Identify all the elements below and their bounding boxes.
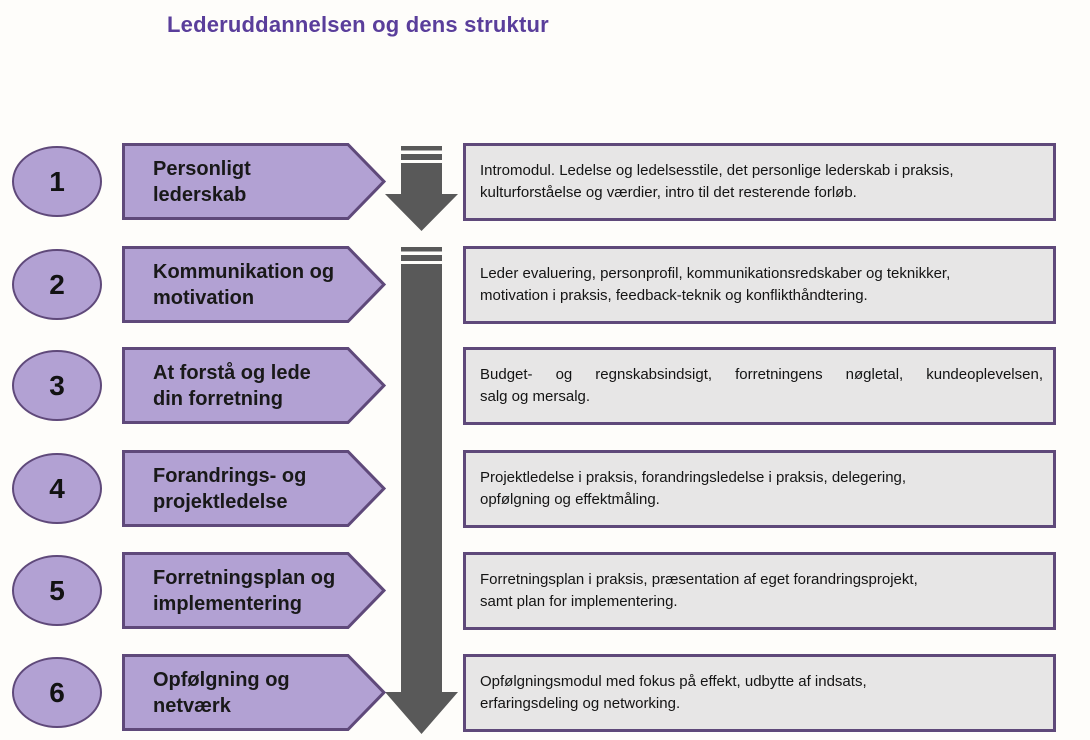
module-row-1 xyxy=(0,143,1090,222)
module-number: 2 xyxy=(49,268,65,300)
module-number: 3 xyxy=(49,369,65,401)
module-number-badge xyxy=(12,555,102,626)
module-label-arrow xyxy=(122,450,387,527)
page-title: Lederuddannelsen og dens struktur xyxy=(167,12,549,37)
module-description-box xyxy=(463,143,1056,221)
module-row-5 xyxy=(0,552,1090,631)
module-description: Budget- og regnskabsindsigt, forretningens nøgletal, kundeoplevelsen, salg og mersalg. xyxy=(480,366,1043,405)
module-description: Intromodul. Ledelse og ledelsesstile, det personlige lederskab i praksis, kulturforståelse og værdier, intro til det resterende forløb. xyxy=(480,162,954,201)
module-number-badge xyxy=(12,657,102,728)
module-label-arrow xyxy=(122,246,387,323)
module-label-arrow xyxy=(122,143,387,220)
module-label: At forstå og lede din forretning xyxy=(153,361,311,410)
module-label: Opfølgning og netværk xyxy=(153,668,290,717)
module-description-box xyxy=(463,450,1056,528)
module-number-badge xyxy=(12,453,102,524)
module-number: 6 xyxy=(49,676,65,708)
module-number: 4 xyxy=(49,472,65,504)
module-number: 1 xyxy=(49,165,65,197)
module-number: 5 xyxy=(49,574,65,606)
module-description: Projektledelse i praksis, forandringsledelse i praksis, delegering, opfølgning og effektmåling. xyxy=(480,469,907,508)
module-number-badge xyxy=(12,249,102,320)
module-description-box xyxy=(463,246,1056,324)
module-row-3 xyxy=(0,347,1090,426)
module-label-arrow xyxy=(122,654,387,731)
module-label: Personligt lederskab xyxy=(153,157,251,206)
module-label: Forretningsplan og implementering xyxy=(153,566,336,615)
module-label-arrow xyxy=(122,347,387,424)
module-description: Forretningsplan i praksis, præsentation af eget forandringsprojekt, samt plan for implementering. xyxy=(480,571,918,610)
module-row-6 xyxy=(0,654,1090,733)
module-row-4 xyxy=(0,450,1090,529)
module-description-box xyxy=(463,654,1056,732)
module-row-2 xyxy=(0,246,1090,325)
module-number-badge xyxy=(12,146,102,217)
module-number-badge xyxy=(12,350,102,421)
module-description: Leder evaluering, personprofil, kommunikationsredskaber og teknikker, motivation i praksis, feedback-teknik og konflikthåndtering. xyxy=(480,265,951,304)
module-description-box xyxy=(463,552,1056,630)
module-description-box xyxy=(463,347,1056,425)
module-description: Opfølgningsmodul med fokus på effekt, udbytte af indsats, erfaringsdeling og networking. xyxy=(480,673,867,712)
module-label: Kommunikation og motivation xyxy=(153,260,335,309)
module-label-arrow xyxy=(122,552,387,629)
module-label: Forandrings- og projektledelse xyxy=(153,464,307,513)
